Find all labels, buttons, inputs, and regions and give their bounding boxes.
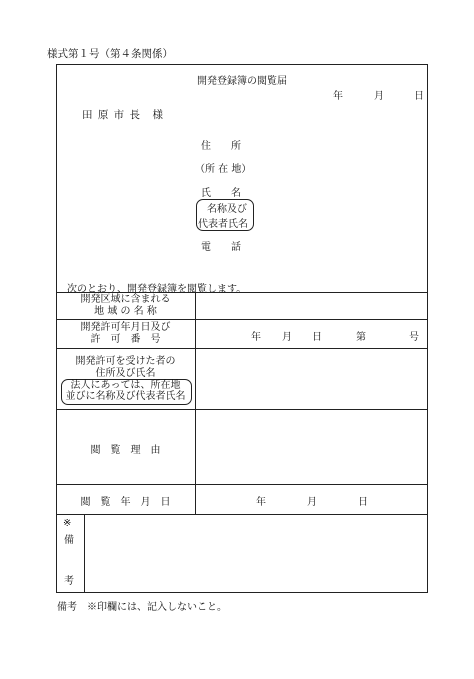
permit-month: 月 — [282, 332, 292, 343]
form-title: 開発登録簿の閲覧届 — [197, 76, 287, 87]
table-line-4 — [56, 484, 428, 485]
remarks-char1: 備 — [64, 535, 74, 546]
row-permit-label-line1: 開発許可年月日及び — [80, 322, 171, 333]
row-permittee-label-line2: 住所及び氏名 — [95, 368, 156, 379]
applicant-address-label: 住 所 — [201, 141, 241, 152]
table-divider — [195, 292, 196, 514]
row-view-date-label: 閲 覧 年 月 日 — [80, 497, 171, 508]
applicant-name-label: 氏 名 — [201, 188, 241, 199]
permit-no-prefix: 第 — [356, 332, 366, 343]
remarks-mark: ※ — [63, 518, 72, 529]
row-permit-label-line2: 許 可 番 号 — [90, 334, 161, 345]
applicant-phone-label: 電 話 — [201, 242, 241, 253]
row-permittee-label-line3: 法人にあっては、所在地 — [70, 380, 181, 391]
addressee: 田 原 市 長 様 — [82, 109, 165, 121]
permit-no-suffix: 号 — [409, 332, 419, 343]
table-line-top — [56, 292, 428, 293]
applicant-corp-line2: 代表者氏名 — [198, 219, 248, 230]
permit-day: 日 — [312, 332, 322, 343]
row-permit-label — [56, 322, 195, 346]
view-date-year: 年 — [256, 497, 266, 508]
remarks-divider — [84, 514, 85, 593]
applicant-corp-line1: 名称及び — [207, 204, 247, 215]
row-area-name-label-line2: 地 域 の 名 称 — [94, 306, 157, 317]
permit-year: 年 — [251, 332, 261, 343]
row-permittee-corp-note — [56, 380, 195, 402]
footnote: 備考 ※印欄には、記入しないこと。 — [57, 602, 227, 613]
row-permittee-label — [56, 356, 195, 380]
row-permittee-label-line4: 並びに名称及び代表者氏名 — [65, 391, 186, 402]
table-line-5 — [56, 514, 428, 515]
applicant-location-label: （所 在 地） — [195, 164, 252, 175]
date-year: 年 — [333, 91, 343, 102]
row-area-name-label-line1: 開発区域に含まれる — [80, 294, 171, 305]
table-line-1 — [56, 319, 428, 320]
form-number: 様式第１号（第４条関係） — [47, 48, 173, 60]
remarks-char2: 考 — [64, 576, 74, 587]
view-date-month: 月 — [307, 497, 317, 508]
row-permittee-label-line1: 開発許可を受けた者の — [75, 356, 176, 367]
date-day: 日 — [414, 91, 424, 102]
statement: 次のとおり、開発登録簿を閲覧します。 — [67, 284, 247, 295]
table-line-3 — [56, 409, 428, 410]
table-line-2 — [56, 348, 428, 349]
date-month: 月 — [374, 91, 384, 102]
row-reason-label: 閲 覧 理 由 — [90, 445, 161, 456]
view-date-day: 日 — [358, 497, 368, 508]
row-area-name-label — [56, 294, 195, 318]
